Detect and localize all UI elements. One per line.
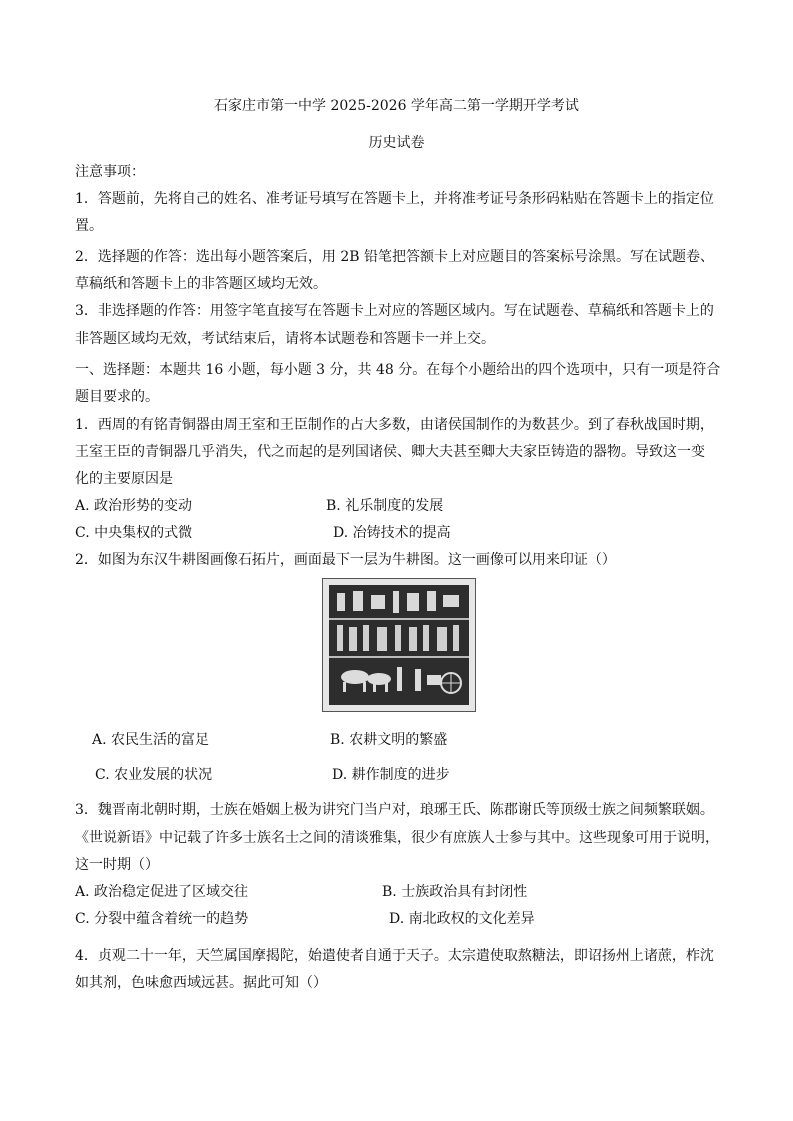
question-1-option-d: D. 冶铸技术的提高 [333,525,451,541]
note-3-line-2: 非答题区域均无效，考试结束后，请将本试题卷和答题卡一并上交。 [75,331,495,347]
notes-heading: 注意事项： [75,164,145,180]
note-3-line-1: 3．非选择题的作答：用签字笔直接写在答题卡上对应的答题区域内。写在试题卷、草稿纸和答题卡上的 [75,303,714,319]
question-3-option-d: D. 南北政权的文化差异 [389,911,535,927]
question-3-option-b: B. 士族政治具有封闭性 [382,884,528,900]
question-3-option-a: A. 政治稳定促进了区域交往 [75,884,249,900]
question-1-option-a: A. 政治形势的变动 [75,498,193,514]
section-heading-line-2: 题目要求的。 [75,389,159,405]
section-heading-line-1: 一、选择题：本题共 16 小题，每小题 3 分，共 48 分。在每个小题给出的四个选项中，只有一项是符合 [75,362,721,378]
exam-subtitle: 历史试卷 [368,135,425,151]
note-2-line-1: 2．选择题的作答：选出每小题答案后，用 2B 铅笔把答额卡上对应题目的答案标号涂黑。写在试题卷、 [75,249,715,265]
question-4-stem-line-2: 如其剂，色味愈西域远甚。据此可知（） [75,975,327,991]
question-3-stem-line-3: 这一时期（） [75,857,159,873]
question-1-stem-line-2: 王室王臣的青铜器几乎消失，代之而起的是列国诸侯、卿大夫甚至卿大夫家臣铸造的器物。导致这一变 [75,444,705,460]
question-4-stem-line-1: 4．贞观二十一年，天竺属国摩揭陀，始遣使者自通于天子。太宗遣使取熬糖法，即诏扬州上诸蔗，柞沈 [75,948,714,964]
rubbing-image [322,578,476,712]
question-3-stem-line-1: 3．魏晋南北朝时期，士族在婚姻上极为讲究门当户对，琅琊王氏、陈郡谢氏等顶级士族之间频繁联姻。 [75,802,714,818]
note-1-line-1: 1．答题前，先将自己的姓名、准考证号填写在答题卡上，并将准考证号条形码粘贴在答题卡上的指定位 [75,191,714,207]
question-2-option-c: C. 农业发展的状况 [95,767,213,783]
question-1-stem-line-3: 化的主要原因是 [75,471,173,487]
note-2-line-2: 草稿纸和答题卡上的非答题区域均无效。 [75,276,327,292]
question-3-option-c: C. 分裂中蕴含着统一的趋势 [75,911,249,927]
question-2-option-d: D. 耕作制度的进步 [332,767,450,783]
question-2-stem: 2．如图为东汉牛耕图画像石拓片，画面最下一层为牛耕图。这一画像可以用来印证（） [75,552,616,568]
exam-title: 石家庄市第一中学 2025-2026 学年高二第一学期开学考试 [214,98,579,114]
question-3-stem-line-2: 《世说新语》中记载了许多士族名士之间的清谈雅集，很少有庶族人士参与其中。这些现象可用于说明， [75,830,719,846]
question-1-option-b: B. 礼乐制度的发展 [326,498,444,514]
question-2-option-a: A. 农民生活的富足 [92,732,210,748]
question-1-stem-line-1: 1．西周的有铭青铜器由周王室和王臣制作的占大多数，由诸侯国制作的为数甚少。到了春秋战国时期， [75,417,714,433]
note-1-line-2: 置。 [75,218,103,234]
question-2-option-b: B. 农耕文明的繁盛 [330,732,448,748]
question-1-option-c: C. 中央集权的式微 [75,525,193,541]
